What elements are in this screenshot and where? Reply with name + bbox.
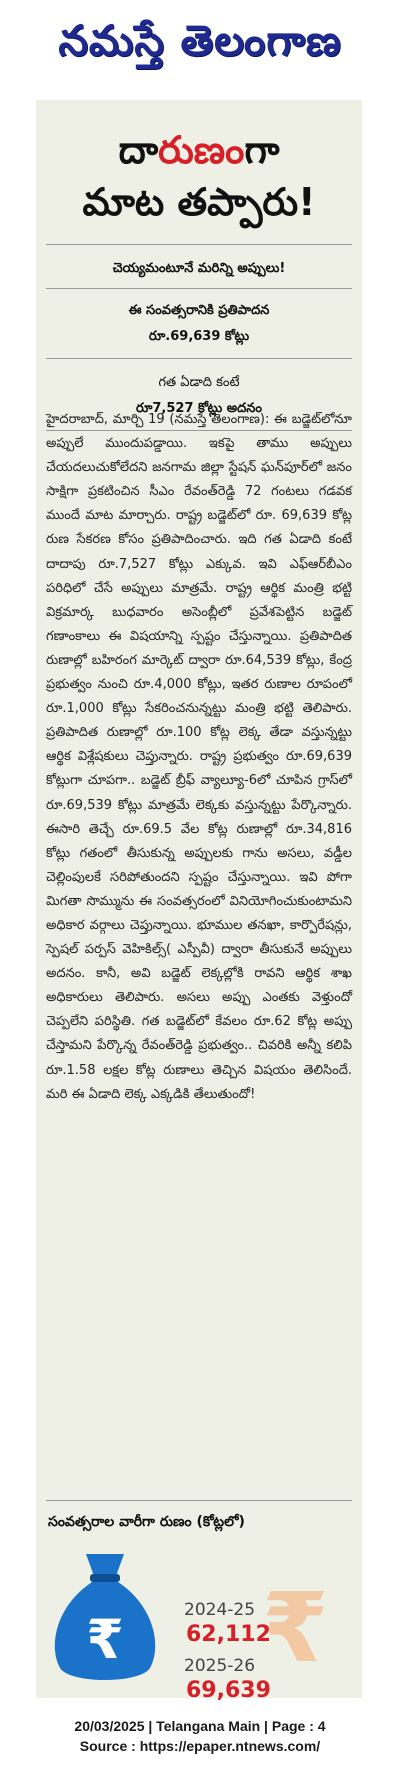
subhead-4: గత ఏడాది కంటే xyxy=(158,375,240,390)
money-bag-icon xyxy=(46,1546,164,1686)
divider xyxy=(46,288,352,289)
year-label: 2025-26 xyxy=(184,1656,256,1676)
divider xyxy=(46,244,352,245)
masthead xyxy=(0,0,400,92)
bag-rupee-symbol: ₹ xyxy=(86,1608,124,1671)
chart-title: సంవత్సరాల వారీగా రుణం (కోట్లలో) xyxy=(48,1514,245,1530)
footer-date-edition: 20/03/2025 | Telangana Main | Page : 4 xyxy=(74,1718,326,1734)
headline-line-2: మాట తప్పారు! xyxy=(82,180,316,224)
amount-value: 62,112 xyxy=(186,1622,271,1647)
subhead-1: చెయ్యమంటూనే మరిన్ని అప్పులు! xyxy=(112,261,286,276)
headline xyxy=(36,124,362,228)
subhead-3: రూ.69,639 కోట్లు xyxy=(148,329,250,344)
headline-part-b: గా xyxy=(244,128,280,172)
divider xyxy=(46,1500,352,1501)
newspaper-logo: నమస్తే తెలంగాణ xyxy=(58,16,342,65)
year-label: 2024-25 xyxy=(184,1600,256,1620)
divider xyxy=(46,358,352,359)
amount-value: 69,639 xyxy=(186,1678,271,1703)
rupee-icon: ₹ xyxy=(262,1572,329,1684)
subhead-2: ఈ సంవత్సరానికి ప్రతిపాదన xyxy=(128,303,270,318)
headline-part-red: రుణం xyxy=(158,128,245,172)
headline-part-a: దా xyxy=(118,128,159,172)
subhead-5: రూ7,527 కోట్లు అదనం xyxy=(135,401,263,416)
headline-line-1 xyxy=(36,124,362,176)
article-body: హైదరాబాద్, మార్చి 19 (నమస్తే తెలంగాణ): ఈ బడ్జెట్‌లోనూ అప్పులే ముందుపడ్డాయి. ఇకపై తాము అప్పులు చేయదలుచుకోలేదని జనగామ జిల్లా స్టేషన్ ఘన్‌పూర్‌లో జనం సాక్షిగా ప్రకటించిన సీఎం రేవంత్‌రెడ్డి 72 గంటలు గడవక ముందే మాట మార్చారు. రాష్ట్ర బడ్జెట్‌లో రూ. 69,639 కోట్ల రుణ సేకరణ కోసం ప్రతిపాదించారు. ఇది గత ఏడాది కంటే దాదాపు రూ.7,527 కోట్లు ఎక్కువ. ఇవి ఎఫ్‌ఆర్‌బీఎం పరిధిలో చేసే అప్పులు మాత్రమే. రాష్ట్ర ఆర్థిక మంత్రి భట్టి విక్రమార్క బుధవారం అసెంబ్లీలో ప్రవేశపెట్టిన బడ్జెట్ గణాంకాలు ఈ విషయాన్ని స్పష్టం చేస్తున్నాయి. ప్రతిపాదిత రుణాల్లో బహిరంగ మార్కెట్ ద్వారా రూ.64,539 కోట్లు, కేంద్ర ప్రభుత్వం నుంచి రూ.4,000 కోట్లు, ఇతర రుణాల రూపంలో రూ.1,000 కోట్లు సేకరించనున్నట్టు మంత్రి భట్టి తెలిపారు. ప్రతిపాదిత రుణాల్లో రూ.100 కోట్ల లెక్క తేడా వస్తున్నట్టు ఆర్థిక విశ్లేషకులు చెప్తున్నారు. రాష్ట్ర ప్రభుత్వం రూ.69,639 కోట్లుగా చూపగా.. బడ్జెట్ బ్రీఫ్ వ్యాల్యూ-6లో చూపిన గ్రాస్‌లో రూ.69,539 కోట్లు మాత్రమే లెక్కకు వస్తున్నట్టు పేర్కొన్నారు. ఈసారి తెచ్చే రూ.69.5 వేల కోట్ల రుణాల్లో రూ.34,816 కోట్లు గతంలో తీసుకున్న అప్పులకు గాను అసలు, వడ్డీల చెల్లింపులకే సరిపోతుందని స్పష్టం చేస్తున్నాయి. ఇవి పోగా మిగతా సొమ్మును ఈ సంవత్సరంలో వినియోగించుకుంటామని అధికార వర్గాలు చెప్తున్నాయి. భూముల తనఖా, కార్పొరేషన్లు, స్పెషల్ పర్పస్ వెహికిల్స్( ఎస్పీవీ) ద్వారా తీసుకునే అప్పులు అదనం. కానీ, అవి బడ్జెట్ లెక్కల్లోకి రావని ఆర్థిక శాఖ అధికారులు తెలిపారు. అసలు అప్పు ఎంతకు వెళ్తుందో చెప్పలేని పరిస్థితి. గత బడ్జెట్‌లో కేవలం రూ.62 కోట్ల అప్పు చేస్తామని పేర్కొన్న రేవంత్‌రెడ్డి ప్రభుత్వం.. చివరికి అన్నీ కలిపి రూ.1.58 లక్షల కోట్ల రుణాలు తెచ్చిన విషయం తెలిసిందే. మరి ఈ ఏడాది లెక్క ఎక్కడికి తేలుతుందో! xyxy=(46,412,352,1102)
footer-source: Source : https://epaper.ntnews.com/ xyxy=(79,1738,321,1754)
